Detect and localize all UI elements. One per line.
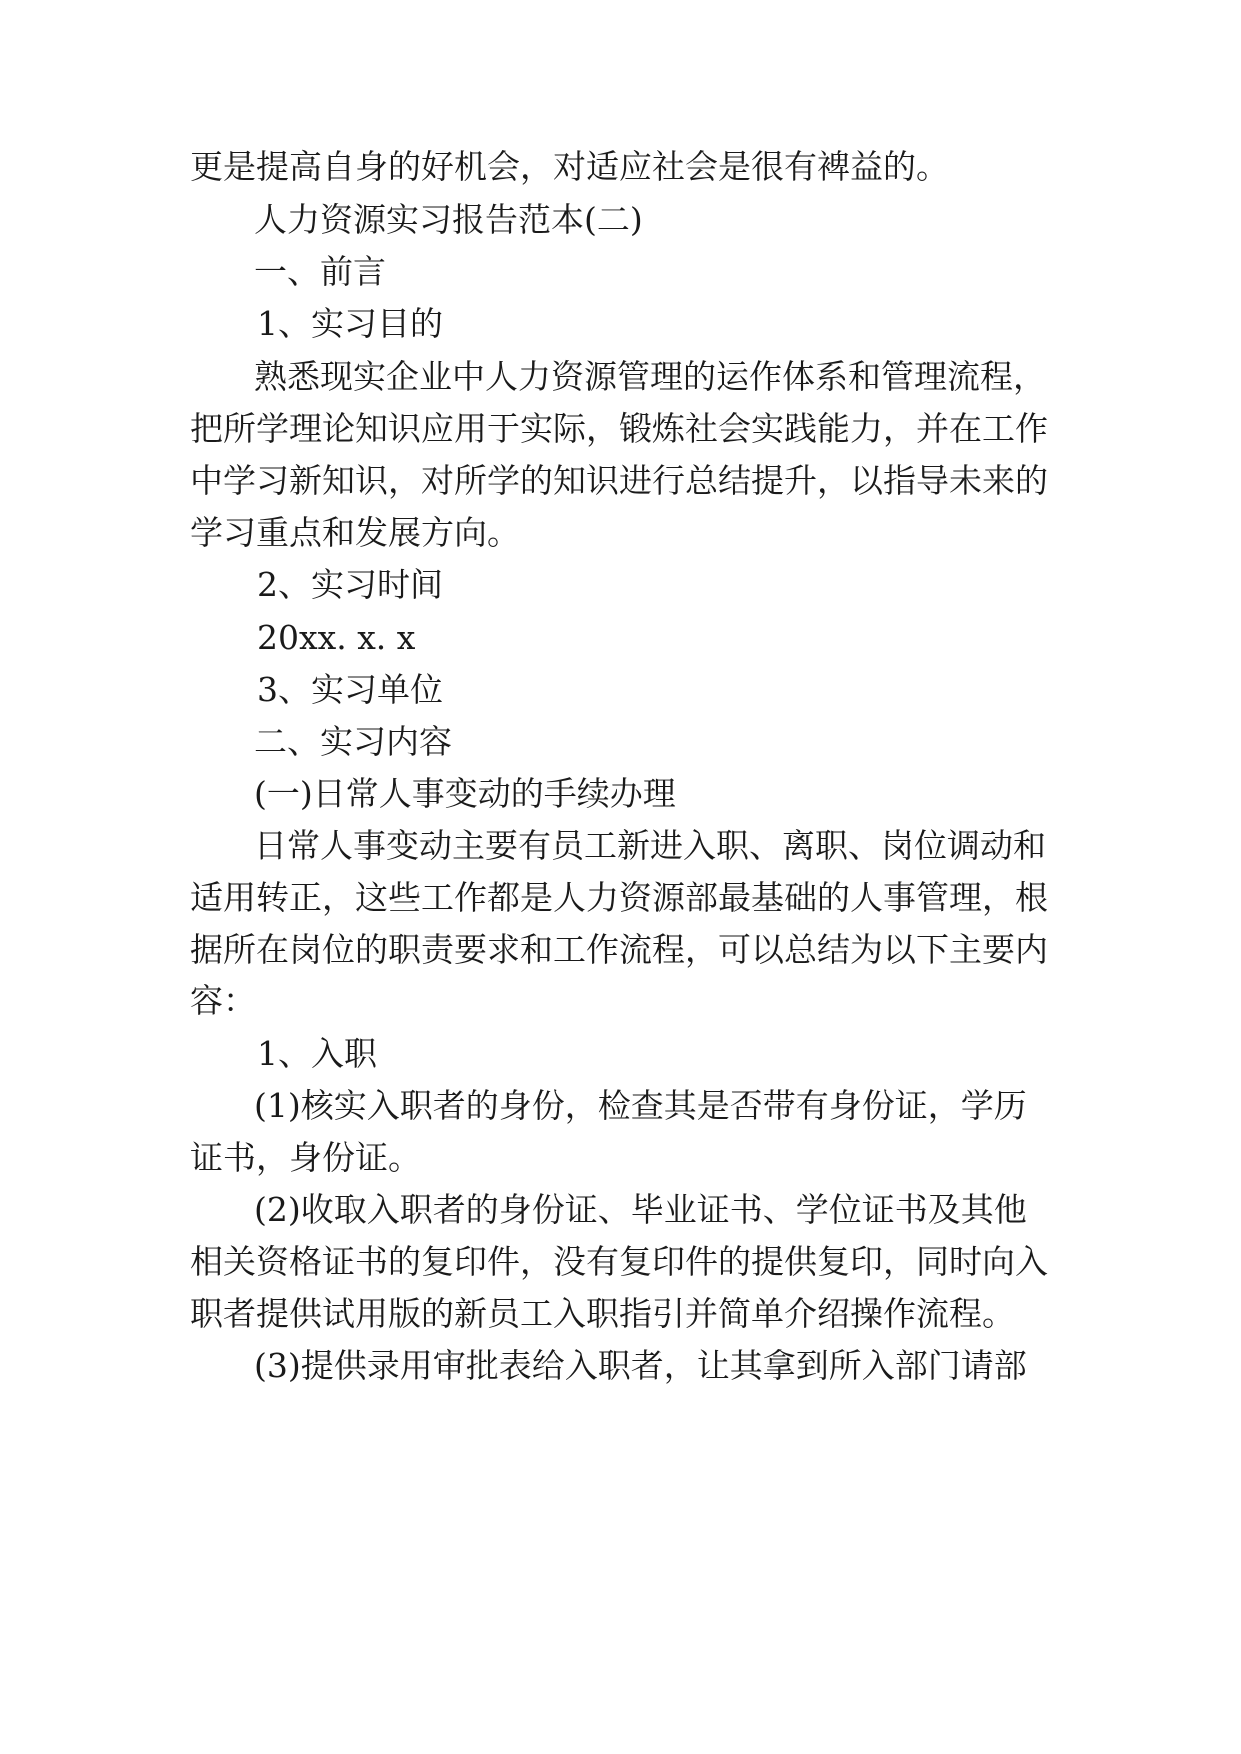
section-title: 人力资源实习报告范本(二) — [254, 200, 643, 239]
paragraph-line: 适用转正，这些工作都是人力资源部最基础的人事管理，根 — [190, 878, 1048, 917]
subheading: 2、实习时间 — [257, 565, 443, 604]
subheading: 1、入职 — [257, 1034, 377, 1073]
subheading: 1、实习目的 — [257, 304, 443, 343]
paragraph-line: (2)收取入职者的身份证、毕业证书、学位证书及其他 — [254, 1190, 1027, 1229]
paragraph-line: (1)核实入职者的身份，检查其是否带有身份证，学历 — [254, 1086, 1027, 1125]
subheading: (一)日常人事变动的手续办理 — [254, 774, 676, 813]
paragraph-line: (3)提供录用审批表给入职者，让其拿到所入部门请部 — [254, 1346, 1027, 1385]
paragraph-line: 把所学理论知识应用于实际，锻炼社会实践能力，并在工作 — [190, 409, 1048, 448]
paragraph-line: 学习重点和发展方向。 — [190, 513, 520, 552]
subheading: 3、实习单位 — [257, 670, 443, 709]
paragraph-line: 中学习新知识，对所学的知识进行总结提升，以指导未来的 — [190, 461, 1048, 500]
paragraph-line: 更是提高自身的好机会，对适应社会是很有裨益的。 — [190, 147, 949, 186]
paragraph-line: 日常人事变动主要有员工新进入职、离职、岗位调动和 — [254, 826, 1046, 865]
date-value: 20xx. x. x — [257, 618, 416, 657]
paragraph-line: 熟悉现实企业中人力资源管理的运作体系和管理流程， — [254, 357, 1046, 396]
paragraph-line: 据所在岗位的职责要求和工作流程，可以总结为以下主要内 — [190, 930, 1048, 969]
heading-content: 二、实习内容 — [254, 722, 452, 761]
paragraph-line: 相关资格证书的复印件，没有复印件的提供复印，同时向入 — [190, 1242, 1048, 1281]
paragraph-line: 容： — [190, 981, 256, 1020]
paragraph-line: 证书，身份证。 — [190, 1138, 421, 1177]
heading-preface: 一、前言 — [254, 252, 386, 291]
paragraph-line: 职者提供试用版的新员工入职指引并简单介绍操作流程。 — [190, 1294, 1015, 1333]
